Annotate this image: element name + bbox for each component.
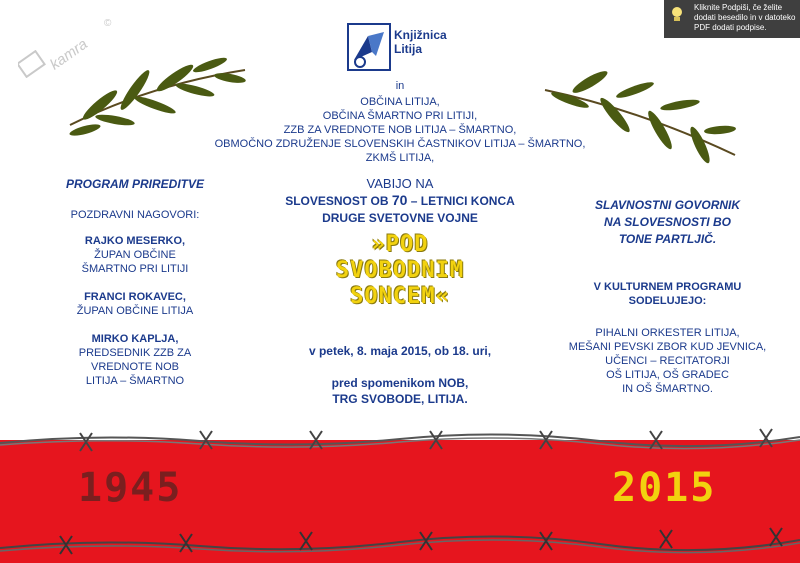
organizers-in: in <box>395 80 405 92</box>
logo-line-2: Litija <box>394 42 423 56</box>
barbed-wire-bottom-icon <box>0 518 800 558</box>
greetings-label: POZDRAVNI NAGOVORI: <box>70 209 200 221</box>
invite-anniversary-number: 70 <box>391 192 408 208</box>
program-heading: PROGRAM PRIREDITVE <box>65 177 204 191</box>
orator-line: NA SLOVESNOSTI BO <box>604 215 731 229</box>
watermark-text: kamra <box>46 35 91 74</box>
event-details <box>250 343 550 407</box>
performers-list <box>555 326 780 396</box>
invite-lead: VABIJO NA <box>366 176 434 191</box>
library-logo <box>346 22 464 74</box>
event-place-2: TRG SVOBODE, LITIJA. <box>332 392 468 406</box>
invite-block <box>240 176 560 226</box>
book-logo-icon <box>346 22 392 72</box>
orator-block <box>555 197 780 248</box>
cultural-line: V KULTURNEM PROGRAMU <box>593 281 742 293</box>
speaker-role: ŽUPAN OBČINE LITIJA <box>76 305 194 317</box>
speaker-role: LITIJA – ŠMARTNO <box>85 375 185 387</box>
barbed-wire-top-icon <box>0 425 800 455</box>
organizer-line: OBČINA LITIJA, <box>360 96 440 108</box>
speaker-name: FRANCI ROKAVEC, <box>84 291 186 303</box>
speaker-name: MIRKO KAPLJA, <box>91 333 179 345</box>
tooltip-text: Kliknite Podpiši, če želite dodati besedilo in v datoteko PDF dodati podpise. <box>694 3 796 32</box>
year-end: 2015 <box>612 465 717 511</box>
performer-line: PIHALNI ORKESTER LITIJA, <box>595 327 740 339</box>
orator-line: SLAVNOSTNI GOVORNIK <box>594 198 741 212</box>
speaker-role: ŽUPAN OBČINE <box>94 249 176 261</box>
cultural-line: SODELUJEJO: <box>628 295 707 307</box>
organizer-line: ZZB ZA VREDNOTE NOB LITIJA – ŠMARTNO, <box>283 124 517 136</box>
program-block <box>40 176 230 388</box>
invite-line-2: DRUGE SVETOVNE VOJNE <box>322 211 478 225</box>
event-title <box>300 232 500 310</box>
orator-line: TONE PARTLJIČ. <box>618 232 717 246</box>
title-line-3: SONCEM« <box>350 284 450 309</box>
speaker-role: VREDNOTE NOB <box>90 361 179 373</box>
speaker-item <box>40 332 230 388</box>
performer-line: IN OŠ ŠMARTNO. <box>622 383 713 395</box>
title-line-2: SVOBODNIM <box>335 258 465 283</box>
title-line-1: »POD <box>371 232 429 257</box>
speaker-role: PREDSEDNIK ZZB ZA <box>78 347 192 359</box>
logo-line-1: Knjižnica <box>394 28 447 42</box>
year-start: 1945 <box>78 465 183 511</box>
performer-line: OŠ LITIJA, OŠ GRADEC <box>606 369 729 381</box>
organizer-line: OBČINA ŠMARTNO PRI LITIJI, <box>322 110 478 122</box>
speaker-role: ŠMARTNO PRI LITIJI <box>81 263 189 275</box>
organizer-line: ZKMŠ LITIJA, <box>365 152 435 164</box>
performer-line: UČENCI – RECITATORJI <box>605 355 730 367</box>
speaker-name: RAJKO MESERKO, <box>84 235 186 247</box>
cultural-heading <box>555 280 780 308</box>
event-place-1: pred spomenikom NOB, <box>331 376 469 390</box>
right-block <box>555 197 780 396</box>
performer-line: MEŠANI PEVSKI ZBOR KUD JEVNICA, <box>568 341 767 353</box>
copyright-symbol: © <box>104 18 112 29</box>
invite-line-1-pre: SLOVESNOST OB <box>285 194 392 208</box>
camera-icon <box>18 50 46 78</box>
organizer-line: OBMOČNO ZDRUŽENJE SLOVENSKIH ČASTNIKOV LITIJA – ŠMARTNO, <box>214 138 586 150</box>
event-date: v petek, 8. maja 2015, ob 18. uri, <box>308 344 492 358</box>
sign-tooltip[interactable] <box>664 0 800 38</box>
speaker-item <box>40 234 230 276</box>
invite-line-1 <box>240 192 560 210</box>
lightbulb-icon <box>670 6 684 24</box>
invite-line-1-post: – LETNICI KONCA <box>407 194 515 208</box>
organizers-block <box>200 79 600 165</box>
speaker-item <box>40 290 230 318</box>
